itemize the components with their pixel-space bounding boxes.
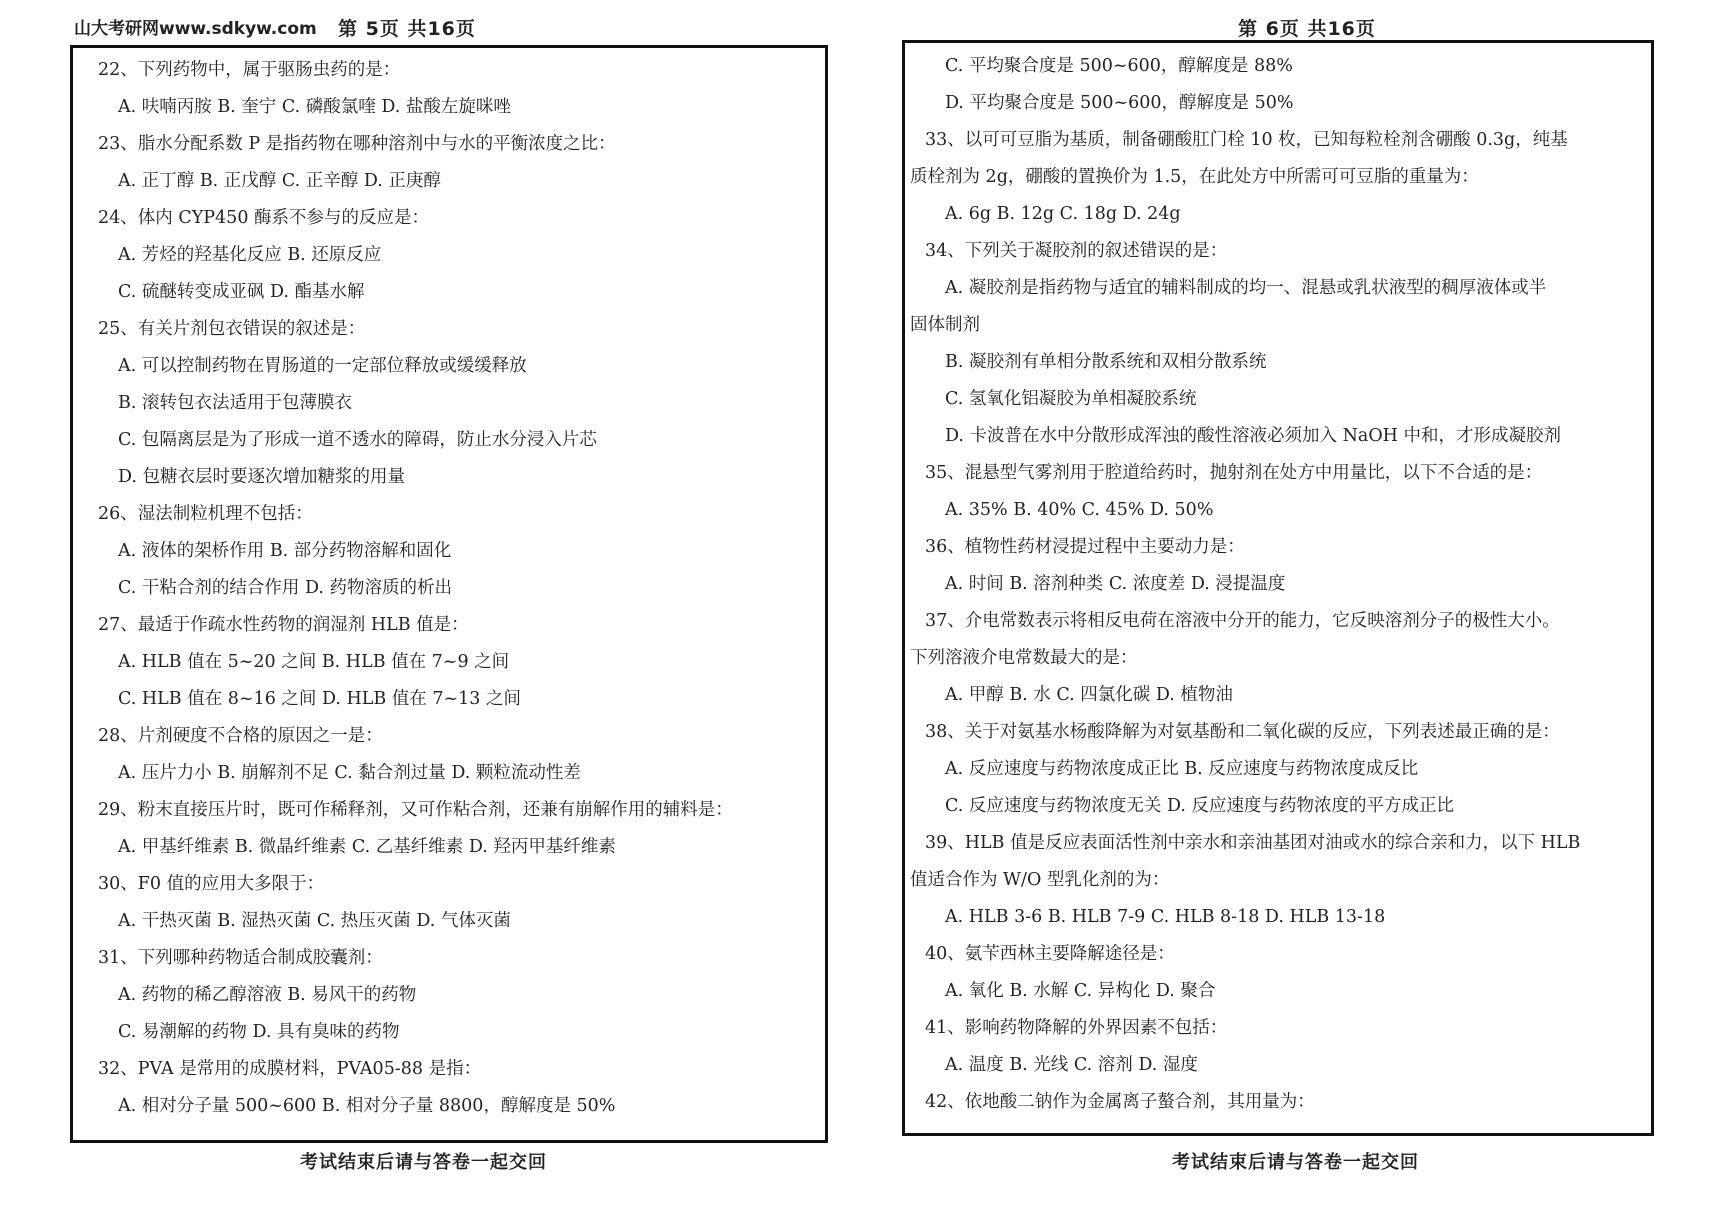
option-line: C. HLB 值在 8~16 之间 D. HLB 值在 7~13 之间 — [118, 689, 521, 709]
question-line: 33、以可可豆脂为基质，制备硼酸肛门栓 10 枚，已知每粒栓剂含硼酸 0.3g，纯基 — [925, 130, 1568, 150]
site-watermark: 山大考研网www.sdkyw.com — [74, 19, 317, 39]
option-line: B. 滚转包衣法适用于包薄膜衣 — [118, 393, 352, 413]
question-line: 32、PVA 是常用的成膜材料，PVA05-88 是指： — [98, 1059, 482, 1079]
option-line: A. 时间 B. 溶剂种类 C. 浓度差 D. 浸提温度 — [945, 574, 1286, 594]
option-line: A. 干热灭菌 B. 湿热灭菌 C. 热压灭菌 D. 气体灭菌 — [118, 911, 511, 931]
option-line: 下列溶液介电常数最大的是： — [910, 648, 1138, 668]
option-line: A. 甲基纤维素 B. 微晶纤维素 C. 乙基纤维素 D. 羟丙甲基纤维素 — [118, 837, 616, 857]
option-line: 固体制剂 — [910, 315, 980, 335]
question-line: 37、介电常数表示将相反电荷在溶液中分开的能力，它反映溶剂分子的极性大小。 — [925, 611, 1560, 631]
option-line: A. 凝胶剂是指药物与适宜的辅料制成的均一、混悬或乳状液型的稠厚液体或半 — [945, 278, 1547, 298]
question-line: 42、依地酸二钠作为金属离子螯合剂，其用量为： — [925, 1092, 1315, 1112]
option-line: C. 氢氧化铝凝胶为单相凝胶系统 — [945, 389, 1197, 409]
question-line: 23、脂水分配系数 P 是指药物在哪种溶剂中与水的平衡浓度之比： — [98, 134, 616, 154]
question-line: 29、粉末直接压片时，既可作稀释剂，又可作粘合剂，还兼有崩解作用的辅料是： — [98, 800, 733, 820]
option-line: A. 甲醇 B. 水 C. 四氯化碳 D. 植物油 — [945, 685, 1233, 705]
page-number-right: 第 6页 共16页 — [1238, 18, 1376, 40]
question-line: 28、片剂硬度不合格的原因之一是： — [98, 726, 383, 746]
question-line: 26、湿法制粒机理不包括： — [98, 504, 313, 524]
option-line: A. 相对分子量 500~600 B. 相对分子量 8800，醇解度是 50% — [118, 1096, 616, 1116]
option-line: A. 液体的架桥作用 B. 部分药物溶解和固化 — [118, 541, 452, 561]
question-line: 34、下列关于凝胶剂的叙述错误的是： — [925, 241, 1228, 261]
option-line: D. 卡波普在水中分散形成浑浊的酸性溶液必须加入 NaOH 中和，才形成凝胶剂 — [945, 426, 1562, 446]
question-line: 36、植物性药材浸提过程中主要动力是： — [925, 537, 1245, 557]
option-line: 质栓剂为 2g，硼酸的置换价为 1.5，在此处方中所需可可豆脂的重量为： — [910, 167, 1479, 187]
question-line: 40、氨苄西林主要降解途径是： — [925, 944, 1175, 964]
option-line: A. 药物的稀乙醇溶液 B. 易风干的药物 — [118, 985, 417, 1005]
question-line: 22、下列药物中，属于驱肠虫药的是： — [98, 60, 401, 80]
option-line: A. HLB 3-6 B. HLB 7-9 C. HLB 8-18 D. HLB 13-18 — [945, 907, 1386, 927]
option-line: A. 压片力小 B. 崩解剂不足 C. 黏合剂过量 D. 颗粒流动性差 — [118, 763, 581, 783]
option-line: B. 凝胶剂有单相分散系统和双相分散系统 — [945, 352, 1267, 372]
option-line: A. 正丁醇 B. 正戊醇 C. 正辛醇 D. 正庚醇 — [118, 171, 441, 191]
option-line: A. 呋喃丙胺 B. 奎宁 C. 磷酸氯喹 D. 盐酸左旋咪唑 — [118, 97, 511, 117]
option-line: A. 氧化 B. 水解 C. 异构化 D. 聚合 — [945, 981, 1216, 1001]
option-line: A. 可以控制药物在胃肠道的一定部位释放或缓缓释放 — [118, 356, 527, 376]
option-line: C. 硫醚转变成亚砜 D. 酯基水解 — [118, 282, 365, 302]
question-line: 38、关于对氨基水杨酸降解为对氨基酚和二氧化碳的反应，下列表述最正确的是： — [925, 722, 1560, 742]
question-line: 31、下列哪种药物适合制成胶囊剂： — [98, 948, 383, 968]
question-line: 27、最适于作疏水性药物的润湿剂 HLB 值是： — [98, 615, 469, 635]
option-line: A. HLB 值在 5~20 之间 B. HLB 值在 7~9 之间 — [118, 652, 510, 672]
option-line: C. 平均聚合度是 500~600，醇解度是 88% — [945, 56, 1293, 76]
option-line: A. 温度 B. 光线 C. 溶剂 D. 湿度 — [945, 1055, 1198, 1075]
option-line: A. 芳烃的羟基化反应 B. 还原反应 — [118, 245, 382, 265]
footer-note-right: 考试结束后请与答卷一起交回 — [1172, 1152, 1419, 1173]
question-line: 30、F0 值的应用大多限于： — [98, 874, 325, 894]
question-line: 39、HLB 值是反应表面活性剂中亲水和亲油基团对油或水的综合亲和力，以下 HLB — [925, 833, 1581, 853]
question-line: 25、有关片剂包衣错误的叙述是： — [98, 319, 366, 339]
option-line: A. 35% B. 40% C. 45% D. 50% — [945, 500, 1214, 520]
page-number-left: 第 5页 共16页 — [338, 18, 476, 40]
option-line: D. 平均聚合度是 500~600，醇解度是 50% — [945, 93, 1294, 113]
option-line: D. 包糖衣层时要逐次增加糖浆的用量 — [118, 467, 406, 487]
option-line: A. 反应速度与药物浓度成正比 B. 反应速度与药物浓度成反比 — [945, 759, 1419, 779]
option-line: C. 易潮解的药物 D. 具有臭味的药物 — [118, 1022, 400, 1042]
question-line: 41、影响药物降解的外界因素不包括： — [925, 1018, 1228, 1038]
option-line: C. 干粘合剂的结合作用 D. 药物溶质的析出 — [118, 578, 452, 598]
option-line: A. 6g B. 12g C. 18g D. 24g — [945, 204, 1181, 224]
option-line: 值适合作为 W/O 型乳化剂的为： — [910, 870, 1170, 890]
footer-note-left: 考试结束后请与答卷一起交回 — [300, 1152, 547, 1173]
option-line: C. 包隔离层是为了形成一道不透水的障碍，防止水分浸入片芯 — [118, 430, 597, 450]
option-line: C. 反应速度与药物浓度无关 D. 反应速度与药物浓度的平方成正比 — [945, 796, 1454, 816]
question-line: 35、混悬型气雾剂用于腔道给药时，抛射剂在处方中用量比，以下不合适的是： — [925, 463, 1543, 483]
question-line: 24、体内 CYP450 酶系不参与的反应是： — [98, 208, 430, 228]
